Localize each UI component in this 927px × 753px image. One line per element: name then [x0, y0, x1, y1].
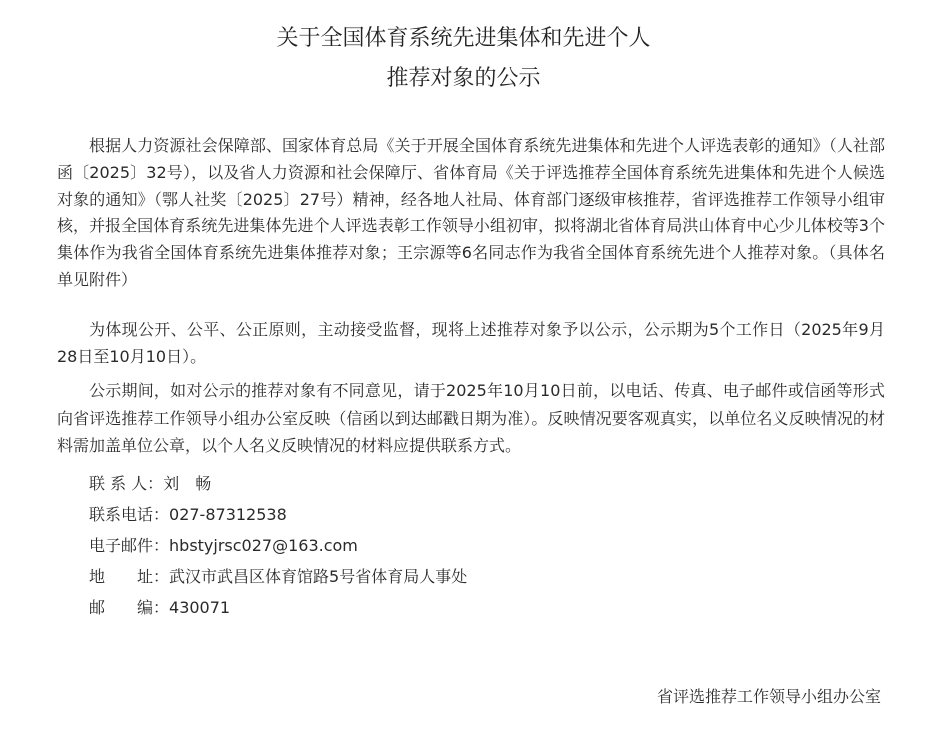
- paragraph-basis: 根据人力资源社会保障部、国家体育总局《关于开展全国体育系统先进集体和先进个人评选表彰的通知》（人社部函〔2025〕32号），以及省人力资源和社会保障厅、省体育局《关于评选推荐全国体育系统先进集体和先进个人候选对象的通知》（鄂人社奖〔2025〕27号）精神，经各地人社局、体育部门逐级审核推荐，省评选推荐工作领导小组审核，并报全国体育系统先进集体先进个人评选表彰工作领导小组初审，拟将湖北省体育局洪山体育中心少儿体校等3个集体作为我省全国体育系统先进集体推荐对象；王宗源等6名同志作为我省全国体育系统先进个人推荐对象。（具体名单见附件）: [57, 136, 885, 289]
- page-title-line2: 推荐对象的公示: [386, 66, 541, 91]
- contact-phone-label: 联系电话：: [89, 505, 170, 524]
- contact-phone-value: 027-87312538: [169, 505, 287, 524]
- page-title-line1: 关于全国体育系统先进集体和先进个人: [276, 26, 651, 51]
- contact-person-value: 刘 畅: [163, 474, 212, 493]
- issuer-signature: 省评选推荐工作领导小组办公室: [656, 687, 881, 706]
- contact-postcode-label: 邮 编：: [89, 598, 170, 617]
- contact-person-row: [89, 473, 211, 495]
- contact-person-label: 联 系 人：: [89, 474, 164, 493]
- contact-address-value: 武汉市武昌区体育馆路5号省体育局人事处: [169, 567, 468, 586]
- contact-address-row: [89, 566, 467, 588]
- contact-postcode-row: [89, 597, 230, 619]
- contact-address-label: 地 址：: [89, 567, 170, 586]
- contact-phone-row: [89, 504, 287, 526]
- contact-postcode-value: 430071: [169, 598, 231, 617]
- contact-email-row: [89, 535, 358, 557]
- paragraph-publicity-period: 为体现公开、公平、公正原则，主动接受监督，现将上述推荐对象予以公示，公示期为5个工作日（2025年9月28日至10月10日）。: [57, 320, 885, 366]
- contact-email-value: hbstyjrsc027@163.com: [169, 536, 358, 555]
- paragraph-feedback: 公示期间，如对公示的推荐对象有不同意见，请于2025年10月10日前，以电话、传真、电子邮件或信函等形式向省评选推荐工作领导小组办公室反映（信函以到达邮戳日期为准）。反映情况要客观真实，以单位名义反映情况的材料需加盖单位公章，以个人名义反映情况的材料应提供联系方式。: [57, 381, 885, 455]
- contact-email-label: 电子邮件：: [89, 536, 170, 555]
